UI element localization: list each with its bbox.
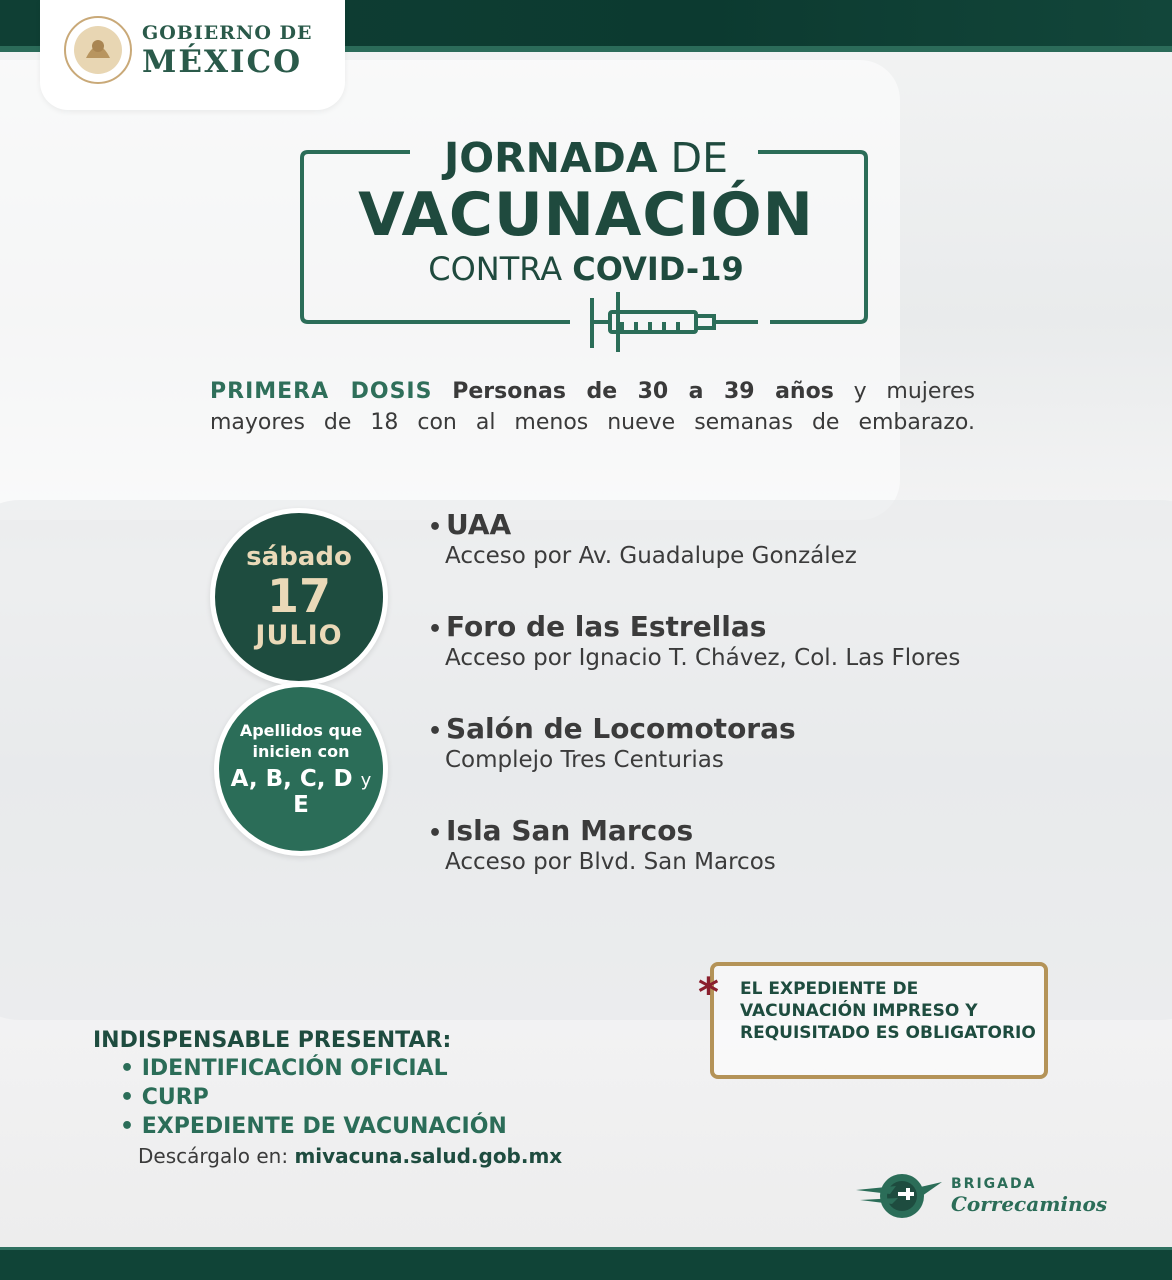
- site-item: [428, 610, 960, 671]
- site-address: Acceso por Av. Guadalupe González: [445, 543, 857, 569]
- requirement-item: • EXPEDIENTE DE VACUNACIÓN: [120, 1114, 507, 1139]
- surnames-badge: [214, 682, 388, 856]
- dosis-rest: y mujeres: [833, 379, 976, 404]
- site-address: Complejo Tres Centurias: [445, 747, 724, 773]
- site-name-text: UAA: [446, 508, 512, 541]
- surnames-text: Apellidos que inicien con: [239, 721, 363, 761]
- requirement-item: • IDENTIFICACIÓN OFICIAL: [120, 1056, 448, 1081]
- gov-title-line1: GOBIERNO DE: [142, 22, 313, 44]
- title-line2: VACUNACIÓN: [358, 180, 814, 250]
- site-name: • Salón de Locomotoras: [428, 712, 796, 745]
- brigada-line1: BRIGADA: [951, 1176, 1037, 1192]
- surnames-letters: [219, 766, 383, 818]
- government-logo: [40, 0, 345, 110]
- title-line1: [0, 134, 1172, 182]
- site-address: Acceso por Blvd. San Marcos: [445, 849, 776, 875]
- date-day: sábado: [246, 542, 352, 572]
- download-link[interactable]: mivacuna.salud.gob.mx: [294, 1144, 563, 1168]
- site-name: • UAA: [428, 508, 512, 541]
- requirement-item: • CURP: [120, 1085, 209, 1110]
- date-month: JULIO: [255, 620, 343, 651]
- roadrunner-icon: [856, 1168, 946, 1224]
- site-address: Acceso por Ignacio T. Chávez, Col. Las Flores: [445, 645, 961, 671]
- asterisk-icon: *: [698, 970, 719, 1016]
- letters-last: E: [293, 792, 309, 818]
- note-text: EL EXPEDIENTE DE VACUNACIÓN IMPRESO Y REQUISITADO ES OBLIGATORIO: [740, 979, 1036, 1043]
- title-covid: COVID-19: [572, 250, 744, 288]
- site-name-text: Foro de las Estrellas: [446, 610, 767, 643]
- download-line: [138, 1144, 562, 1168]
- letters-connector: y: [360, 770, 372, 791]
- site-item: [428, 508, 857, 569]
- national-seal-icon: [62, 14, 134, 86]
- dosis-line2: mayores de 18 con al menos nueve semanas de embarazo.: [210, 410, 975, 435]
- title-de: DE: [657, 134, 728, 182]
- site-name-text: Isla San Marcos: [446, 814, 694, 847]
- dosis-age-range: Personas de 30 a 39 años: [452, 379, 834, 404]
- date-number: 17: [266, 569, 331, 623]
- dosis-lead: PRIMERA DOSIS: [210, 379, 433, 404]
- gov-title-line2: MÉXICO: [142, 44, 303, 80]
- mandatory-note: [698, 962, 1048, 1079]
- title-line3: [0, 250, 1172, 288]
- date-badge: [210, 508, 388, 686]
- dosis-line1: [210, 376, 975, 407]
- title-contra: CONTRA: [428, 250, 573, 288]
- site-item: [428, 814, 776, 875]
- site-item: [428, 712, 796, 773]
- brigada-logo: [856, 1168, 1106, 1224]
- site-name-text: Salón de Locomotoras: [446, 712, 796, 745]
- site-name: • Foro de las Estrellas: [428, 610, 767, 643]
- requirements-title: INDISPENSABLE PRESENTAR:: [93, 1028, 452, 1053]
- syringe-icon: [592, 292, 758, 352]
- brigada-line2: Correcaminos: [951, 1192, 1108, 1216]
- title-jornada: JORNADA: [443, 134, 658, 182]
- letters-list: A, B, C, D: [230, 766, 353, 792]
- site-name: • Isla San Marcos: [428, 814, 694, 847]
- bottom-bar: [0, 1250, 1172, 1280]
- download-label: Descárgalo en:: [138, 1144, 295, 1168]
